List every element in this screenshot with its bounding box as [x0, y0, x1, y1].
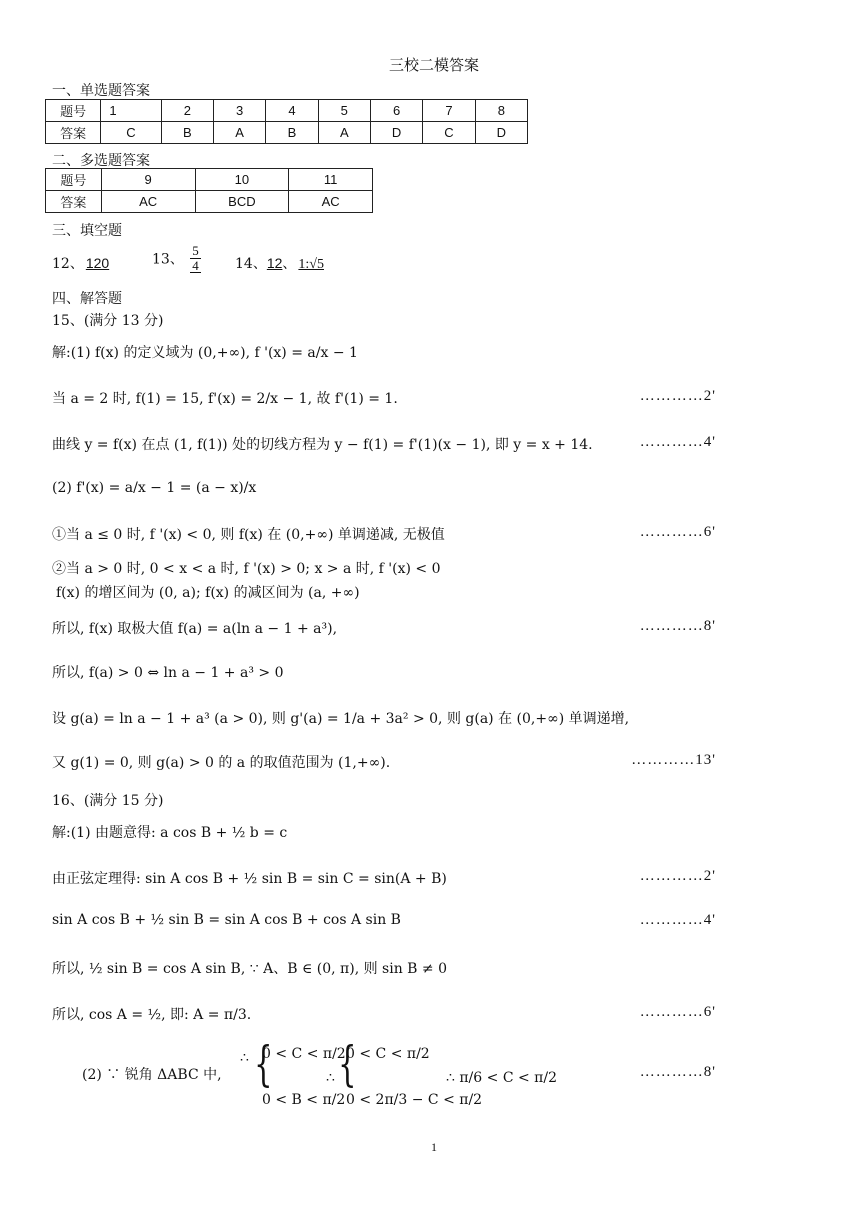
section-heading-single-choice: 一、单选题答案: [52, 83, 150, 99]
q16-line: 解:(1) 由题意得: a cos B + ½ b = c: [52, 825, 288, 841]
table-cell: AC: [289, 191, 373, 213]
answer-14: [235, 253, 326, 273]
row-label: 答案: [46, 122, 101, 144]
therefore-symbol: ∴: [240, 1050, 249, 1066]
answer-value: 12: [266, 255, 283, 271]
page-number: 1: [431, 1140, 437, 1154]
multi-choice-table: [45, 168, 373, 213]
table-row: [46, 100, 528, 122]
q16-line: sin A cos B + ½ sin B = sin A cos B + cos A sin B: [52, 912, 401, 928]
page-title: 三校二模答案: [388, 56, 479, 74]
table-cell: 8: [475, 100, 527, 122]
score-marker: …………4': [639, 434, 716, 450]
q15-line: 所以, f(a) > 0 ⇔ ln a − 1 + a³ > 0: [52, 665, 284, 681]
q15-line: ①当 a ≤ 0 时, f '(x) < 0, 则 f(x) 在 (0,+∞) 单调递减, 无极值: [52, 527, 445, 543]
row-label: 答案: [46, 191, 102, 213]
q16-part2-result: ∴ π/6 < C < π/2: [446, 1070, 557, 1086]
table-cell: 4: [266, 100, 318, 122]
section-heading-multi-choice: 二、多选题答案: [52, 153, 150, 169]
question-16-heading: 16、(满分 15 分): [52, 793, 164, 809]
q15-line: (2) f'(x) = a/x − 1 = (a − x)/x: [52, 480, 257, 496]
q15-line: 解:(1) f(x) 的定义域为 (0,+∞), f '(x) = a/x − 1: [52, 345, 358, 361]
q16-line: 由正弦定理得: sin A cos B + ½ sin B = sin C = sin(A + B): [52, 871, 447, 887]
row-label: 题号: [46, 169, 102, 191]
score-marker: …………2': [639, 868, 716, 884]
table-cell: D: [370, 122, 422, 144]
table-cell: 11: [289, 169, 373, 191]
q16-line: 所以, cos A = ½, 即: A = π/3.: [52, 1007, 252, 1023]
score-marker: …………4': [639, 912, 716, 928]
answer-13: [152, 244, 203, 273]
q16-part2-prefix: (2) ∵ 锐角 ΔABC 中,: [82, 1067, 222, 1083]
table-cell: A: [318, 122, 370, 144]
q16-line: 所以, ½ sin B = cos A sin B, ∵ A、B ∈ (0, π), 则 sin B ≠ 0: [52, 961, 448, 977]
section-heading-solutions: 四、解答题: [52, 291, 122, 307]
table-cell: C: [101, 122, 161, 144]
answer-value: 1:√5: [298, 257, 324, 272]
system-line: 0 < B < π/2: [262, 1092, 346, 1108]
answer-12: [52, 253, 117, 273]
table-cell: 5: [318, 100, 370, 122]
table-cell: B: [161, 122, 213, 144]
left-brace-icon: {: [338, 1036, 357, 1092]
q15-line: 曲线 y = f(x) 在点 (1, f(1)) 处的切线方程为 y − f(1) = f'(1)(x − 1), 即 y = x + 14.: [52, 437, 593, 453]
table-cell: 7: [423, 100, 475, 122]
table-cell: AC: [101, 191, 195, 213]
score-marker: …………6': [639, 1004, 716, 1020]
answer-value: 120: [85, 255, 110, 271]
table-cell: 3: [213, 100, 265, 122]
score-marker: …………8': [639, 1064, 716, 1080]
system-line: 0 < C < π/2: [346, 1046, 430, 1062]
table-cell: 9: [101, 169, 195, 191]
question-15-heading: 15、(满分 13 分): [52, 313, 164, 329]
single-choice-table: [45, 99, 528, 144]
system-line: 0 < C < π/2: [262, 1046, 346, 1062]
row-label: 题号: [46, 100, 101, 122]
table-cell: BCD: [195, 191, 289, 213]
table-cell: 10: [195, 169, 289, 191]
score-marker: …………2': [639, 388, 716, 404]
q15-line: f(x) 的增区间为 (0, a); f(x) 的减区间为 (a, +∞): [56, 585, 360, 601]
separator: 、: [282, 256, 297, 272]
fraction: [190, 244, 201, 273]
table-row: [46, 122, 528, 144]
table-cell: A: [213, 122, 265, 144]
question-label: 14、: [235, 256, 267, 272]
table-row: [46, 191, 373, 213]
section-heading-fill-blank: 三、填空题: [52, 223, 122, 239]
denominator: 4: [192, 257, 199, 273]
q15-line: 设 g(a) = ln a − 1 + a³ (a > 0), 则 g'(a) = 1/a + 3a² > 0, 则 g(a) 在 (0,+∞) 单调递增,: [52, 711, 630, 727]
system-line: 0 < 2π/3 − C < π/2: [346, 1092, 483, 1108]
table-cell: C: [423, 122, 475, 144]
score-marker: …………13': [631, 752, 716, 768]
numerator: 5: [192, 243, 199, 258]
left-brace-icon: {: [254, 1036, 273, 1092]
question-label: 13、: [152, 251, 184, 268]
table-cell: 6: [370, 100, 422, 122]
score-marker: …………6': [639, 524, 716, 540]
table-row: [46, 169, 373, 191]
q15-line: 所以, f(x) 取极大值 f(a) = a(ln a − 1 + a³),: [52, 621, 338, 637]
table-cell: D: [475, 122, 527, 144]
table-cell: 2: [161, 100, 213, 122]
q15-line: 又 g(1) = 0, 则 g(a) > 0 的 a 的取值范围为 (1,+∞).: [52, 755, 391, 771]
score-marker: …………8': [639, 618, 716, 634]
q15-line: 当 a = 2 时, f(1) = 15, f'(x) = 2/x − 1, 故 f'(1) = 1.: [52, 391, 398, 407]
table-cell: B: [266, 122, 318, 144]
therefore-symbol: ∴: [326, 1070, 335, 1086]
table-cell: 1: [101, 100, 161, 122]
q15-line: ②当 a > 0 时, 0 < x < a 时, f '(x) > 0; x > a 时, f '(x) < 0: [52, 561, 441, 577]
question-label: 12、: [52, 256, 84, 272]
